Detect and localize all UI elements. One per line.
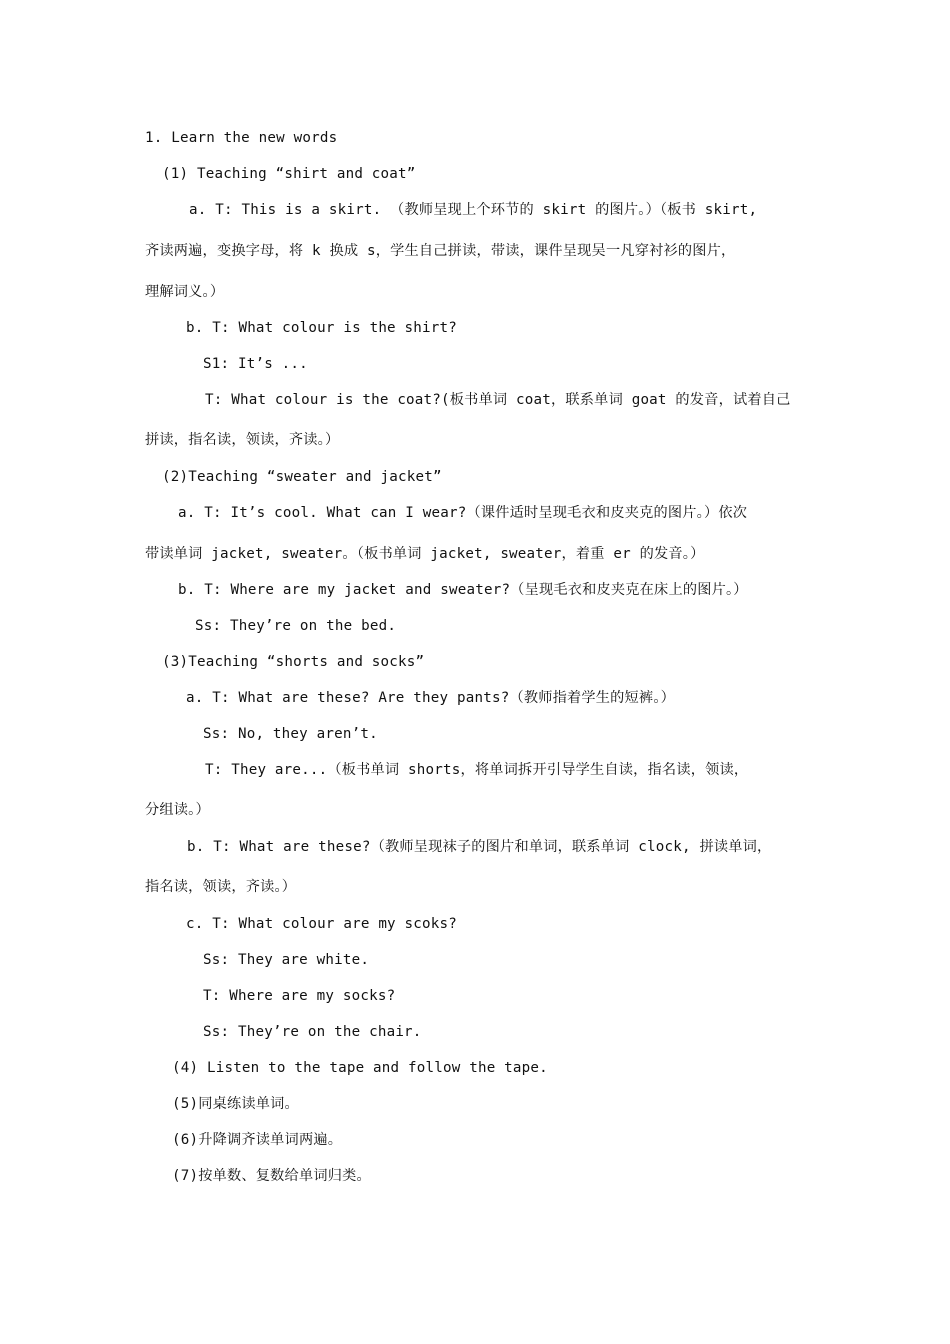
paragraph-line: a. T: It’s cool. What can I wear?（课件适时呈现毛衣和皮夹克的图片。）依次 <box>178 505 748 521</box>
subsection-heading: (2)Teaching “sweater and jacket” <box>162 469 442 485</box>
paragraph-line: T: They are...（板书单词 shorts，将单词拆开引导学生自读，指名读，领读， <box>205 762 749 778</box>
paragraph-line: b. T: Where are my jacket and sweater?（呈现毛衣和皮夹克在床上的图片。） <box>178 582 748 598</box>
paragraph-line: 理解词义。） <box>145 284 225 300</box>
dialogue-line: Ss: They’re on the chair. <box>203 1024 422 1040</box>
paragraph-line: a. T: What are these? Are they pants?（教师指着学生的短裤。） <box>186 690 675 706</box>
step-line: (7)按单数、复数给单词归类。 <box>172 1168 371 1184</box>
dialogue-line: S1: It’s ... <box>203 356 308 372</box>
paragraph-line: b. T: What colour is the shirt? <box>186 320 457 336</box>
section-heading: 1. Learn the new words <box>145 130 338 146</box>
paragraph-line: 带读单词 jacket, sweater。（板书单词 jacket, sweater，着重 er 的发音。） <box>145 546 705 562</box>
paragraph-line: T: What colour is the coat?(板书单词 coat，联系单词 goat 的发音，试着自己 <box>205 392 791 408</box>
paragraph-line: 齐读两遍，变换字母，将 k 换成 s，学生自己拼读，带读，课件呈现吴一凡穿衬衫的图片， <box>145 243 736 259</box>
paragraph-line: a. T: This is a skirt. （教师呈现上个环节的 skirt 的图片。）（板书 skirt, <box>189 202 758 218</box>
dialogue-line: T: Where are my socks? <box>203 988 396 1004</box>
paragraph-line: 分组读。） <box>145 802 210 818</box>
dialogue-line: Ss: They’re on the bed. <box>195 618 397 634</box>
paragraph-line: c. T: What colour are my scoks? <box>186 916 457 932</box>
subsection-heading: (3)Teaching “shorts and socks” <box>162 654 425 670</box>
subsection-heading: (1) Teaching “shirt and coat” <box>162 166 416 182</box>
step-line: (6)升降调齐读单词两遍。 <box>172 1132 343 1148</box>
dialogue-line: Ss: No, they aren’t. <box>203 726 378 742</box>
dialogue-line: Ss: They are white. <box>203 952 370 968</box>
step-line: (4) Listen to the tape and follow the tape. <box>172 1060 548 1076</box>
paragraph-line: 指名读，领读，齐读。） <box>145 879 297 895</box>
paragraph-line: 拼读，指名读，领读，齐读。） <box>145 432 340 448</box>
paragraph-line: b. T: What are these?（教师呈现袜子的图片和单词，联系单词 clock, 拼读单词， <box>187 839 772 855</box>
step-line: (5)同桌练读单词。 <box>172 1096 299 1112</box>
